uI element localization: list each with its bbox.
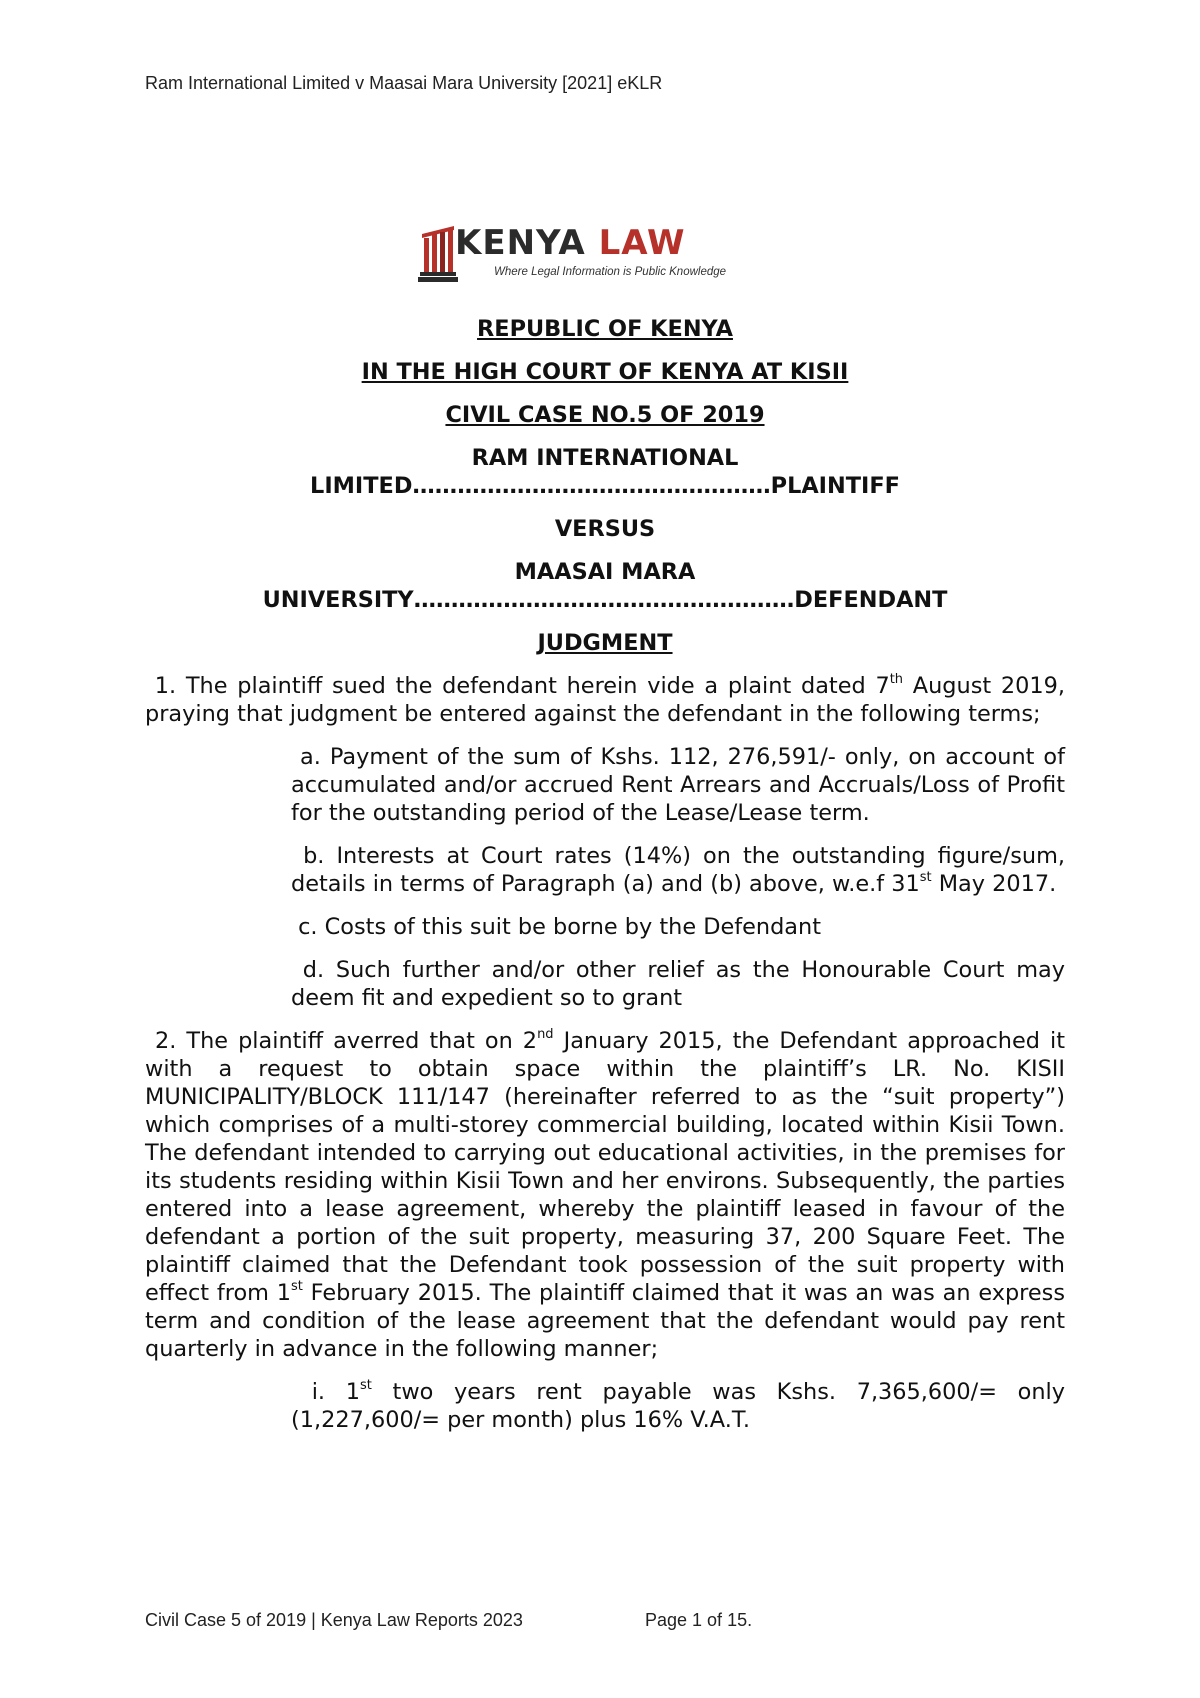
paragraph-1-text: 1. The plaintiff sued the defendant herein vide a plaint dated 7	[154, 673, 890, 699]
page-footer	[145, 1610, 753, 1631]
paragraph-2-text-end: February 2015. The plaintiff claimed that it was an was an express term and condition of the lease agreement that the defendant would pay rent quarterly in advance in the following manner;	[145, 1280, 1065, 1362]
footer-citation: Civil Case 5 of 2019 | Kenya Law Reports 2023	[145, 1610, 523, 1630]
list-item-a	[291, 743, 1065, 827]
superscript: st	[291, 1278, 303, 1294]
court-heading: IN THE HIGH COURT OF KENYA AT KISII	[361, 359, 849, 385]
defendant-designation: UNIVERSITY……………………………………………DEFENDANT	[262, 587, 948, 613]
paragraph-1-text-cont: August 2019, praying that judgment be entered against the defendant in the following terms;	[145, 673, 1065, 727]
superscript: nd	[537, 1026, 554, 1042]
judgment-body	[145, 315, 1065, 1449]
plaintiff-designation: LIMITED…………………………………………PLAINTIFF	[310, 473, 900, 499]
list-item-b	[291, 842, 1065, 898]
list-item-b-text-cont: May 2017.	[931, 871, 1057, 897]
defendant-block	[145, 558, 1065, 614]
versus-label: VERSUS	[554, 516, 656, 542]
pillars-icon	[418, 222, 458, 284]
logo-word-law: LAW	[598, 223, 686, 263]
superscript: th	[889, 671, 904, 687]
paragraph-2	[145, 1027, 1065, 1363]
list-item-c	[291, 913, 1065, 941]
list-item-i-text: i. 1	[311, 1379, 360, 1405]
defendant-name: MAASAI MARA	[514, 559, 696, 585]
list-item-d-text: d. Such further and/or other relief as the Honourable Court may deem fit and expedient so to grant	[291, 957, 1065, 1011]
kenya-law-logo	[418, 222, 738, 286]
superscript: st	[359, 1377, 372, 1393]
running-header: Ram International Limited v Maasai Mara University [2021] eKLR	[145, 73, 663, 93]
paragraph-1	[145, 672, 1065, 728]
page-number: Page 1 of 15.	[645, 1610, 753, 1630]
paragraph-2-text: 2. The plaintiff averred that on 2	[155, 1028, 538, 1054]
list-item-d	[291, 956, 1065, 1012]
paragraph-2-text-cont: January 2015, the Defendant approached it with a request to obtain space within the plaintiff’s LR. No. KISII MUNICIPALITY/BLOCK 111/147 (hereinafter referred to as the “suit property”) which comprises of a multi-storey commercial building, located within Kisii Town. The defendant intended to carrying out educational activities, in the premises for its students residing within Kisii Town and her environs. Subsequently, the parties entered into a lease agreement, whereby the plaintiff leased in favour of the defendant a portion of the suit property, measuring 37, 200 Square Feet. The plaintiff claimed that the Defendant took possession of the suit property with effect from 1	[145, 1028, 1065, 1306]
list-item-a-text: a. Payment of the sum of Kshs. 112, 276,591/- only, on account of accumulated and/or accrued Rent Arrears and Accruals/Loss of Profit for the outstanding period of the Lease/Lease term.	[291, 744, 1066, 826]
superscript: st	[919, 869, 932, 885]
list-item-i-text-cont: two years rent payable was Kshs. 7,365,600/= only (1,227,600/= per month) plus 16% V.A.T.	[291, 1379, 1066, 1433]
list-item-c-text: c. Costs of this suit be borne by the Defendant	[298, 914, 822, 940]
list-item-b-text: b. Interests at Court rates (14%) on the outstanding figure/sum, details in terms of Paragraph (a) and (b) above, w.e.f 31	[291, 843, 1065, 897]
list-item-i	[291, 1378, 1065, 1434]
logo-word-kenya: KENYA	[455, 223, 586, 263]
plaintiff-name: RAM INTERNATIONAL	[471, 445, 739, 471]
logo-wordmark	[455, 223, 686, 263]
republic-heading: REPUBLIC OF KENYA	[477, 316, 733, 342]
judgment-title: JUDGMENT	[537, 630, 673, 656]
logo-tagline: Where Legal Information is Public Knowledge	[494, 266, 727, 278]
plaintiff-block	[145, 444, 1065, 500]
case-number-heading: CIVIL CASE NO.5 OF 2019	[445, 402, 765, 428]
